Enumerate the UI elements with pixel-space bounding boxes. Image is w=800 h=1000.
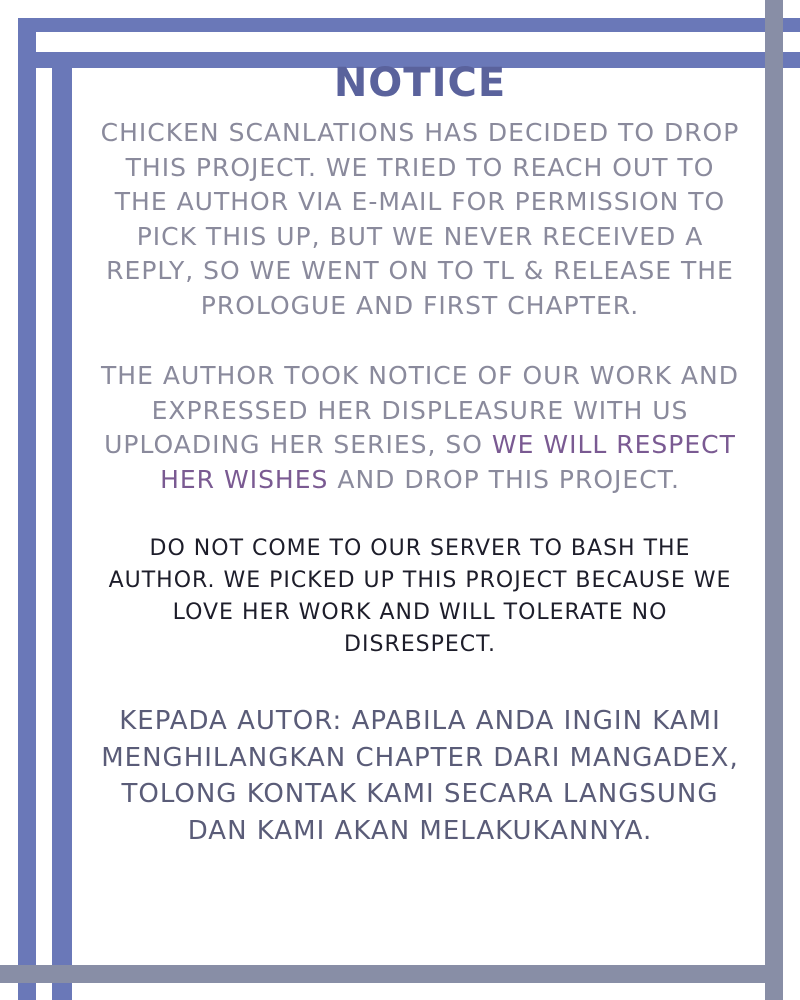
drop-project-text: AND DROP THIS PROJECT.: [328, 464, 680, 494]
frame-bottom-bar: [0, 965, 782, 983]
respect-wishes-emphasis: WE WILL RESPECT HER WISHES: [160, 430, 736, 494]
author-displeasure-text: THE AUTHOR TOOK NOTICE OF OUR WORK AND EXPRESSED HER DISPLEASURE WITH US UPLOADING HER SERIES, SO: [101, 361, 739, 459]
drop-announcement-paragraph: CHICKEN SCANLATIONS HAS DECIDED TO DROP THIS PROJECT. WE TRIED TO REACH OUT TO THE AUTHOR VIA E-MAIL FOR PERMISSION TO PICK THIS UP, BUT WE NEVER RECEIVED A REPLY, SO WE WENT ON TO TL & RELEASE THE PROLOGUE AND FIRST CHAPTER.: [100, 118, 740, 320]
indonesian-message-paragraph: KEPADA AUTOR: APABILA ANDA INGIN KAMI MENGHILANGKAN CHAPTER DARI MANGADEX, TOLONG KONTAK KAMI SECARA LANGSUNG DAN KAMI AKAN MELAKUKANNYA.: [101, 706, 739, 846]
author-displeasure-paragraph: [96, 359, 744, 497]
notice-title: NOTICE: [333, 60, 507, 106]
frame-left-inner-bar: [52, 52, 72, 1000]
no-bashing-warning-paragraph: DO NOT COME TO OUR SERVER TO BASH THE AUTHOR. WE PICKED UP THIS PROJECT BECAUSE WE LOVE HER WORK AND WILL TOLERATE NO DISRESPECT.: [108, 536, 732, 657]
frame-top-outer-bar: [18, 18, 800, 32]
notice-content: [96, 60, 744, 849]
frame-left-outer-bar: [18, 18, 36, 1000]
frame-right-bar: [765, 0, 783, 1000]
